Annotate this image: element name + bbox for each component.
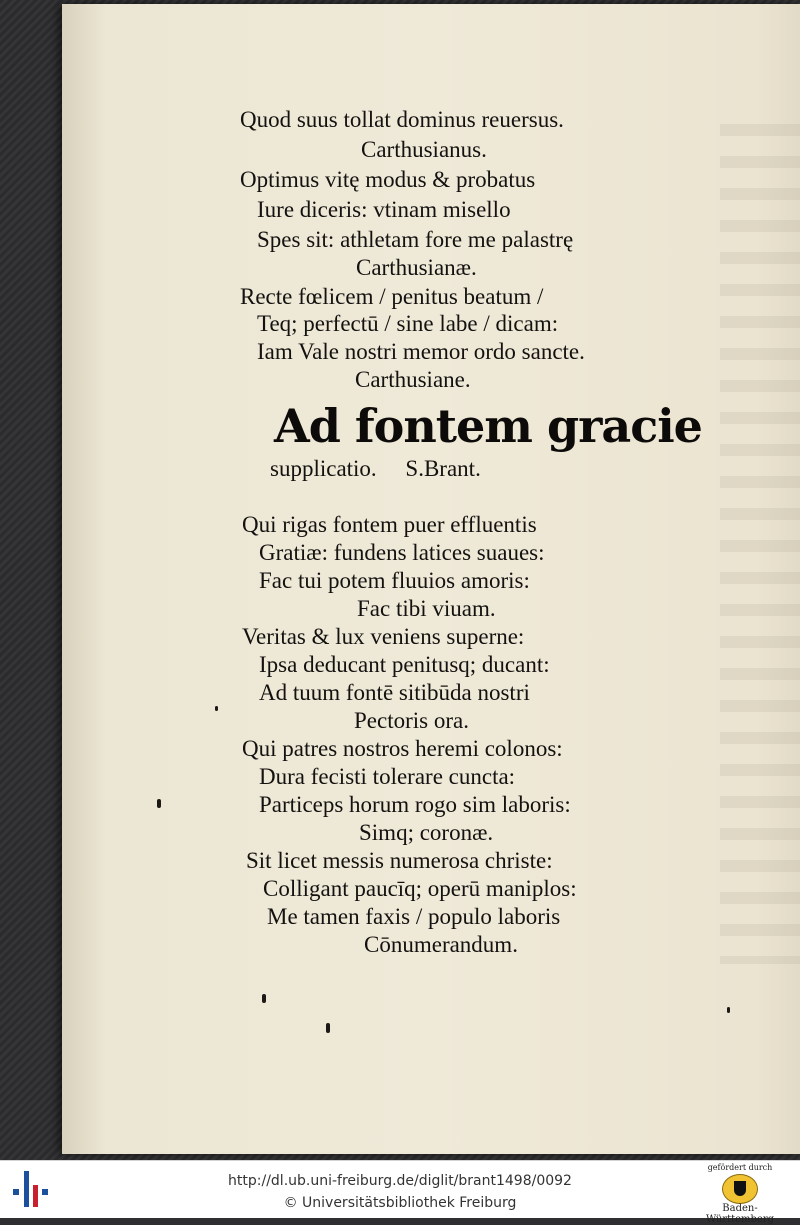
poem-line: Ipsa deducant penitusq; ducant: [259,652,550,677]
text-line: Carthusiane. [355,367,471,392]
text-line: Optimus vitę modus & probatus [240,167,536,192]
poem-line: Me tamen faxis / populo laboris [267,904,561,929]
poem-line: Particeps horum rogo sim laboris: [259,792,571,817]
text-line: Quod suus tollat dominus reuersus. [240,107,564,132]
text-line: Carthusianus. [361,137,487,162]
ink-speck [215,706,218,711]
blackletter-heading: Ad fontem gracie [274,399,702,453]
show-through [720,104,800,964]
poem-line: Qui patres nostros heremi colonos: [242,736,563,761]
permalink[interactable]: http://dl.ub.uni-freiburg.de/diglit/brant1498/0092 [228,1173,572,1189]
text-line: Teq; perfectū / sine labe / dicam: [257,311,559,336]
book-page [62,4,800,1154]
poem-line: Veritas & lux veniens superne: [242,624,525,649]
poem-line: Simq; coronæ. [359,820,494,845]
poem-line: Colligant paucīq; operū maniplos: [263,876,577,901]
text-line: Carthusianæ. [356,255,477,280]
poem-line: Pectoris ora. [354,708,469,733]
sponsor-name: Baden-Württemberg [705,1203,775,1225]
poem-line: Gratiæ: fundens latices suaues: [259,540,545,565]
sponsor-label: gefördert durch [707,1163,773,1172]
poem-line: Ad tuum fontē sitibūda nostri [259,680,530,705]
text-line: Iam Vale nostri memor ordo sancte. [257,339,585,364]
copyright-notice: © Universitätsbibliothek Freiburg [283,1195,517,1211]
ink-speck [727,1007,730,1013]
poem-line: Cōnumerandum. [364,932,518,957]
text-line: Iure diceris: vtinam misello [257,197,511,222]
poem-line: Fac tui potem fluuios amoris: [259,568,530,593]
poem-line: Sit licet messis numerosa christe: [246,848,553,873]
subheading: supplicatio. S.Brant. [270,456,481,481]
text-line: Recte fœlicem / penitus beatum / [240,284,544,309]
ink-speck [326,1023,330,1033]
state-coat-of-arms-icon [722,1174,758,1204]
ink-speck [157,799,161,808]
poem-line: Qui rigas fontem puer effluentis [242,512,537,537]
viewer-footer [0,1160,800,1218]
poem-line: Fac tibi viuam. [357,596,496,621]
ink-speck [262,994,266,1003]
poem-line: Dura fecisti tolerare cuncta: [259,764,516,789]
text-line: Spes sit: athletam fore me palastrę [257,227,574,252]
